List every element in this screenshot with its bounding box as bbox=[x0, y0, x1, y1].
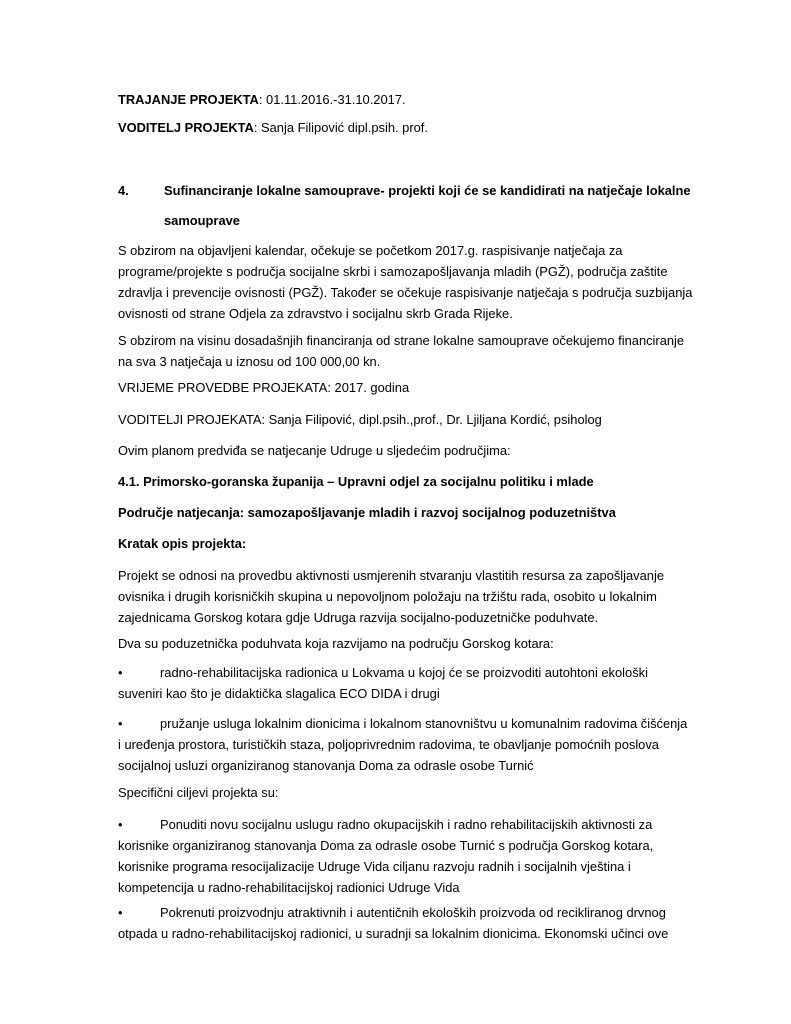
leaders-line: VODITELJI PROJEKATA: Sanja Filipović, dipl.psih.,prof., Dr. Ljiljana Kordić, psiholog bbox=[118, 412, 602, 427]
paragraph-line: zdravlja i prevencije ovisnosti (PGŽ). Također se očekuje raspisivanje natječaja s područja suzbijanja bbox=[118, 285, 693, 300]
paragraph-line: S obzirom na visinu dosadašnjih financiranja od strane lokalne samouprave očekujemo financiranje bbox=[118, 333, 685, 348]
section-4-title-line2: samouprave bbox=[164, 213, 240, 228]
bullet-mark: • bbox=[118, 905, 123, 920]
duration-label: TRAJANJE PROJEKTA bbox=[118, 92, 259, 107]
bullet-mark: • bbox=[118, 665, 123, 680]
section-4-number: 4. bbox=[118, 183, 129, 198]
venture-item: • pružanje usluga lokalnim dionicima i lokalnom stanovništvu u komunalnim radovima čišćenja i uređenja prostora, turističkih staza, poljoprivrednim radovima, te obavljanje pomoćnih poslova socijalnoj usluzi organiziranog stanovanja Doma za odrasle osobe Turnić bbox=[118, 713, 678, 776]
time-line: VRIJEME PROVEDBE PROJEKATA: 2017. godina bbox=[118, 380, 410, 395]
goals-intro: Specifični ciljevi projekta su: bbox=[118, 785, 279, 800]
paragraph-line: ovisnosti od strane Odjela za zdravstvo i socijalnu skrb Grada Rijeke. bbox=[118, 306, 513, 321]
goal-item: • Pokrenuti proizvodnju atraktivnih i autentičnih ekoloških proizvoda od recikliranog drvnog otpada u radno-rehabilitacijskoj radionici, u suradnji sa lokalnim dionicima. Ekonomski učinci ove bbox=[118, 902, 678, 944]
paragraph-line: na sva 3 natječaja u iznosu od 100 000,00 kn. bbox=[118, 354, 381, 369]
competition-area: Područje natjecanja: samozapošljavanje mladih i razvoj socijalnog poduzetništva bbox=[118, 505, 616, 520]
ventures-intro: Dva su poduzetnička poduhvata koja razvijamo na području Gorskog kotara: bbox=[118, 636, 554, 651]
paragraph-line: ovisnika i drugih korisničkih skupina u nepovoljnom položaju na tržištu rada, osobito u lokalnim bbox=[118, 589, 657, 604]
leader-line bbox=[118, 117, 678, 138]
section-4-heading bbox=[118, 180, 691, 201]
leader-value: : Sanja Filipović dipl.psih. prof. bbox=[253, 120, 428, 135]
paragraph-calendar bbox=[118, 240, 693, 324]
paragraph-financing bbox=[118, 330, 685, 372]
paragraph-project bbox=[118, 565, 678, 628]
section-4-title-line1: Sufinanciranje lokalne samouprave- projekti koji će se kandidirati na natječaje lokalne bbox=[164, 183, 691, 198]
section-4-title-line2-wrap bbox=[164, 210, 724, 231]
short-description-heading: Kratak opis projekta: bbox=[118, 536, 247, 551]
heading-4-1: 4.1. Primorsko-goranska županija – Upravni odjel za socijalnu politiku i mlade bbox=[118, 474, 594, 489]
leader-label: VODITELJ PROJEKTA bbox=[118, 120, 254, 135]
duration-value: : 01.11.2016.-31.10.2017. bbox=[258, 92, 406, 107]
paragraph-line: Projekt se odnosi na provedbu aktivnosti usmjerenih stvaranju vlastitih resursa za zapošljavanje bbox=[118, 568, 664, 583]
venture-item: • radno-rehabilitacijska radionica u Lokvama u kojoj će se proizvoditi autohtoni ekološki suveniri kao što je didaktička slagalica ECO DIDA i drugi bbox=[118, 662, 678, 704]
bullet-mark: • bbox=[118, 817, 123, 832]
plan-line: Ovim planom predviđa se natjecanje Udruge u sljedećim područjima: bbox=[118, 443, 511, 458]
bullet-mark: • bbox=[118, 716, 123, 731]
paragraph-line: programe/projekte s područja socijalne skrbi i samozapošljavanja mladih (PGŽ), područja zaštite bbox=[118, 264, 668, 279]
duration-line bbox=[118, 89, 678, 110]
paragraph-line: zajednicama Gorskog kotara gdje Udruga razvija socijalno-poduzetničke poduhvate. bbox=[118, 610, 599, 625]
goal-item: • Ponuditi novu socijalnu uslugu radno okupacijskih i radno rehabilitacijskih aktivnosti za korisnike organiziranog stanovanja Doma za odrasle osobe Turnić s područja Gorskog kotara, korisnike programa resocijalizacije Udruge Vida ciljanu razvoju radnih i socijalnih vještina i kompetencija u radno-rehabilitacijskoj radionici Udruge Vida bbox=[118, 814, 678, 898]
paragraph-line: S obzirom na objavljeni kalendar, očekuje se početkom 2017.g. raspisivanje natječaja za bbox=[118, 243, 623, 258]
